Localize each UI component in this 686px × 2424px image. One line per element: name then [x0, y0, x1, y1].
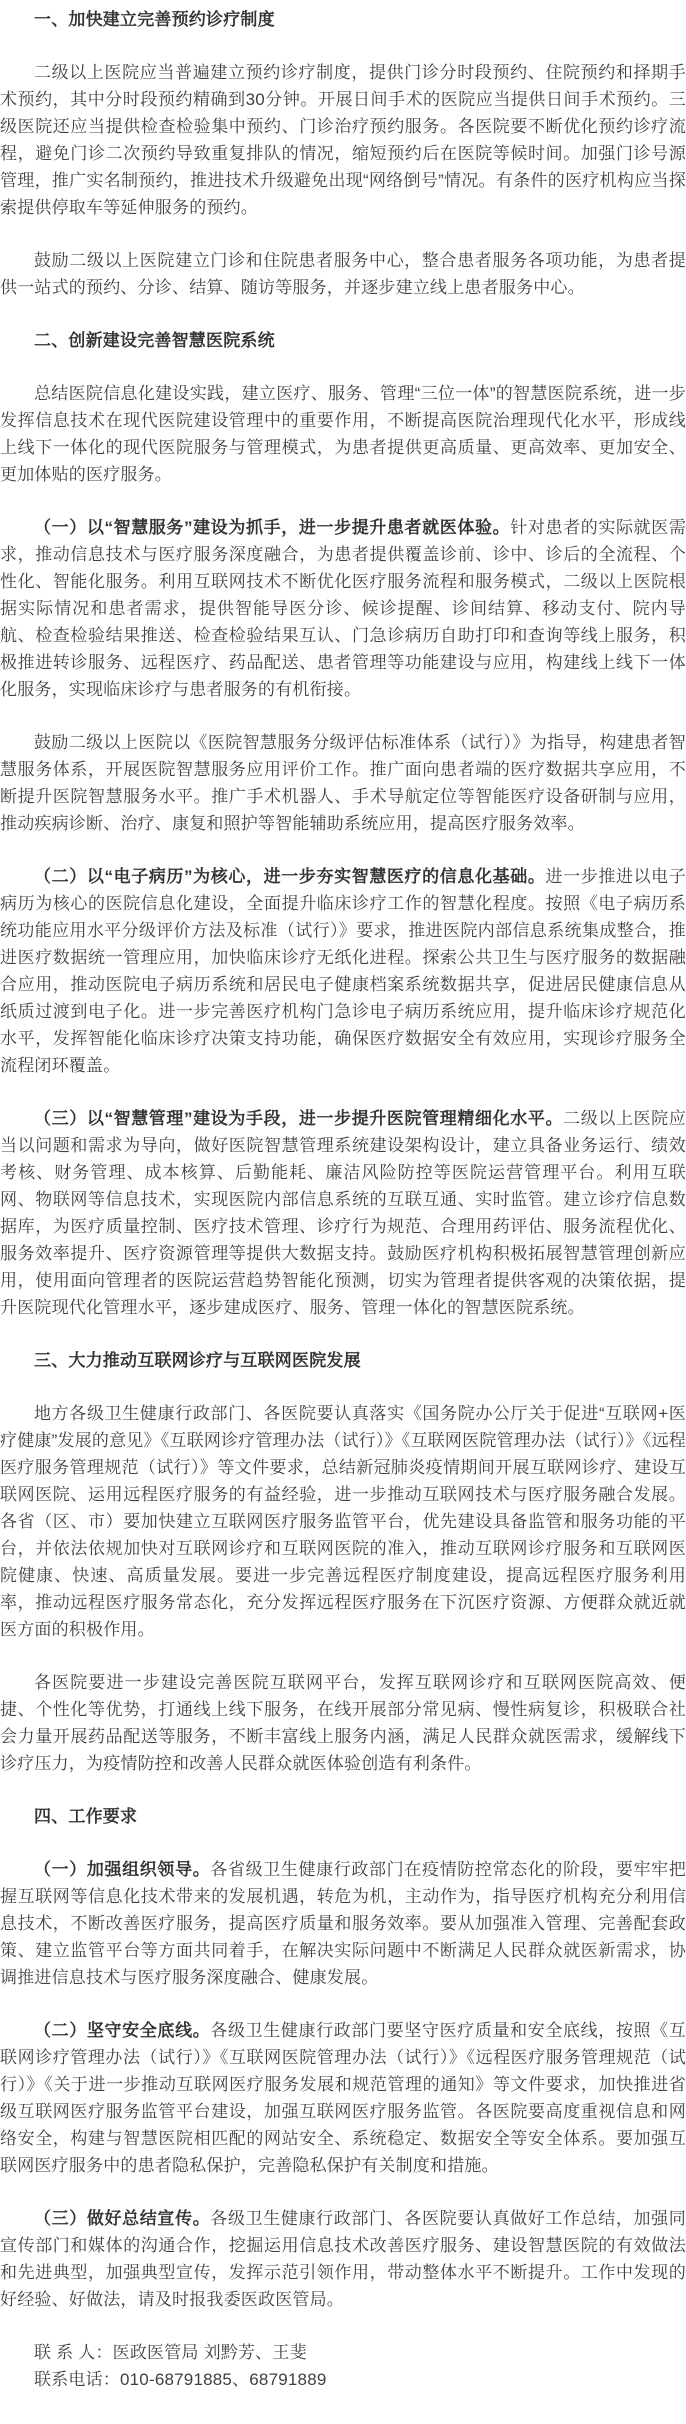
- paragraph-text: 二级以上医院应当普遍建立预约诊疗制度，提供门诊分时段预约、住院预约和择期手术预约，其中分时段预约精确到30分钟。开展日间手术的医院应当提供日间手术预约。三级医院还应当提供检查检验集中预约、门诊治疗预约服务。各医院要不断优化预约诊疗流程，避免门诊二次预约导致重复排队的情况，缩短预约后在医院等候时间。加强门诊号源管理，推广实名制预约，推进技术升级避免出现“网络倒号”情况。有条件的医疗机构应当探索提供停取车等延伸服务的预约。: [0, 63, 686, 217]
- paragraph: [0, 1400, 686, 1643]
- paragraph-text: 针对患者的实际就医需求，推动信息技术与医疗服务深度融合，为患者提供覆盖诊前、诊中、诊后的全流程、个性化、智能化服务。利用互联网技术不断优化医疗服务流程和服务模式，二级以上医院根据实际情况和患者需求，提供智能导医分诊、候诊提醒、诊间结算、移动支付、院内导航、检查检验结果推送、检查检验结果互认、门急诊病历自助打印和查询等线上服务，积极推进转诊服务、远程医疗、药品配送、患者管理等功能建设与应用，构建线上线下一体化服务，实现临床诊疗与患者服务的有机衔接。: [0, 518, 686, 699]
- section-appointment-system: [0, 6, 686, 301]
- paragraph-text: 进一步推进以电子病历为核心的医院信息化建设，全面提升临床诊疗工作的智慧化程度。按照《电子病历系统功能应用水平分级评价方法及标准（试行）》要求，推进医院内部信息系统集成整合，推进医疗数据统一管理应用，加快临床诊疗无纸化进程。探索公共卫生与医疗服务的数据融合应用，推动医院电子病历系统和居民电子健康档案系统数据共享，促进居民健康信息从纸质过渡到电子化。进一步完善医疗机构门急诊电子病历系统应用，提升临床诊疗规范化水平，发挥智能化临床诊疗决策支持功能，确保医疗数据安全有效应用，实现诊疗服务全流程闭环覆盖。: [0, 867, 686, 1075]
- section-heading: 四、工作要求: [34, 1807, 138, 1826]
- paragraph-lead: （三）做好总结宣传。: [34, 2209, 211, 2228]
- paragraph: [0, 863, 686, 1079]
- paragraph-text: 二级以上医院应当以问题和需求为导向，做好医院智慧管理系统建设架构设计，建立具备业务运行、绩效考核、财务管理、成本核算、后勤能耗、廉洁风险防控等医院运营管理平台。利用互联网、物联网等信息技术，实现医院内部信息系统的互联互通、实时监管。建立诊疗信息数据库，为医疗质量控制、医疗技术管理、诊疗行为规范、合理用药评估、服务流程优化、服务效率提升、医疗资源管理等提供大数据支持。鼓励医疗机构积极拓展智慧管理创新应用，使用面向管理者的医院运营趋势智能化预测，切实为管理者提供客观的决策依据，提升医院现代化管理水平，逐步建成医疗、服务、管理一体化的智慧医院系统。: [0, 1109, 686, 1317]
- section-work-requirements: [0, 1803, 686, 2313]
- paragraph-text: 各级卫生健康行政部门要坚守医疗质量和安全底线，按照《互联网诊疗管理办法（试行）》《互联网医院管理办法（试行）》《远程医疗服务管理规范（试行）》《关于进一步推动互联网医疗服务发展和规范管理的通知》等文件要求，加快推进省级互联网医疗服务监管平台建设，加强互联网医疗服务监管。各医院要高度重视信息和网络安全，构建与智慧医院相匹配的网站安全、系统稳定、数据安全等安全体系。要加强互联网医疗服务中的患者隐私保护，完善隐私保护有关制度和措施。: [0, 2021, 686, 2175]
- paragraph-text: 各省级卫生健康行政部门在疫情防控常态化的阶段，要牢牢把握互联网等信息化技术带来的发展机遇，转危为机，主动作为，指导医疗机构充分利用信息技术，不断改善医疗服务，提高医疗质量和服务效率。要从加强准入管理、完善配套政策、建立监管平台等方面共同着手，在解决实际问题中不断满足人民群众就医新需求，协调推进信息技术与医疗服务深度融合、健康发展。: [0, 1860, 686, 1987]
- paragraph-text: 各医院要进一步建设完善医院互联网平台，发挥互联网诊疗和互联网医院高效、便捷、个性化等优势，打通线上线下服务，在线开展部分常见病、慢性病复诊，积极联合社会力量开展药品配送等服务，不断丰富线上服务内涵，满足人民群众就医需求，缓解线下诊疗压力，为疫情防控和改善人民群众就医体验创造有利条件。: [0, 1673, 686, 1773]
- paragraph-lead: （三）以“智慧管理”建设为手段，进一步提升医院管理精细化水平。: [34, 1109, 564, 1128]
- contact-phone-value: 010-68791885、68791889: [120, 2370, 327, 2389]
- contact-person: [0, 2339, 686, 2366]
- section-internet-healthcare: [0, 1347, 686, 1777]
- contact-person-label: 联 系 人：: [34, 2343, 113, 2362]
- paragraph: [0, 1856, 686, 1991]
- contact-phone-label: 联系电话：: [34, 2370, 120, 2389]
- contact-phone: [0, 2366, 686, 2393]
- section-heading: 三、大力推动互联网诊疗与互联网医院发展: [34, 1351, 361, 1370]
- paragraph: [0, 514, 686, 703]
- paragraph: [0, 1105, 686, 1321]
- paragraph-text: 鼓励二级以上医院以《医院智慧服务分级评估标准体系（试行）》为指导，构建患者智慧服务体系，开展医院智慧服务应用评价工作。推广面向患者端的医疗数据共享应用，不断提升医院智慧服务水平。推广手术机器人、手术导航定位等智能医疗设备研制与应用，推动疾病诊断、治疗、康复和照护等智能辅助系统应用，提高医疗服务效率。: [0, 733, 686, 833]
- paragraph-text: 鼓励二级以上医院建立门诊和住院患者服务中心，整合患者服务各项功能，为患者提供一站式的预约、分诊、结算、随访等服务，并逐步建立线上患者服务中心。: [0, 251, 686, 297]
- paragraph: [0, 729, 686, 837]
- contact-info: [0, 2339, 686, 2393]
- paragraph: [0, 2017, 686, 2179]
- contact-person-value: 医政医管局 刘黔芳、王斐: [112, 2343, 307, 2362]
- paragraph: [0, 247, 686, 301]
- paragraph-lead: （一）加强组织领导。: [34, 1860, 211, 1879]
- paragraph: [0, 1669, 686, 1777]
- paragraph-lead: （二）以“电子病历”为核心，进一步夯实智慧医疗的信息化基础。: [34, 867, 546, 886]
- paragraph-lead: （一）以“智慧服务”建设为抓手，进一步提升患者就医体验。: [34, 518, 511, 537]
- paragraph: [0, 59, 686, 221]
- paragraph-text: 地方各级卫生健康行政部门、各医院要认真落实《国务院办公厅关于促进“互联网+医疗健康”发展的意见》《互联网诊疗管理办法（试行）》《互联网医院管理办法（试行）》《远程医疗服务管理规范（试行）》等文件要求，总结新冠肺炎疫情期间开展互联网诊疗、建设互联网医院、运用远程医疗服务的有益经验，进一步推动互联网技术与医疗服务融合发展。各省（区、市）要加快建立互联网医疗服务监管平台，优先建设具备监管和服务功能的平台，并依法依规加快对互联网诊疗和互联网医院的准入，推动互联网诊疗服务和互联网医院健康、快速、高质量发展。要进一步完善远程医疗制度建设，提高远程医疗服务利用率，推动远程医疗服务常态化，充分发挥远程医疗服务在下沉医疗资源、方便群众就近就医方面的积极作用。: [0, 1404, 686, 1639]
- paragraph: [0, 380, 686, 488]
- paragraph-text: 总结医院信息化建设实践，建立医疗、服务、管理“三位一体”的智慧医院系统，进一步发挥信息技术在现代医院建设管理中的重要作用，不断提高医院治理现代化水平，形成线上线下一体化的现代医院服务与管理模式，为患者提供更高质量、更高效率、更加安全、更加体贴的医疗服务。: [0, 384, 686, 484]
- paragraph-lead: （二）坚守安全底线。: [34, 2021, 211, 2040]
- paragraph: [0, 2205, 686, 2313]
- section-heading: 一、加快建立完善预约诊疗制度: [34, 10, 275, 29]
- section-heading: 二、创新建设完善智慧医院系统: [34, 331, 275, 350]
- paragraph-text: 各级卫生健康行政部门、各医院要认真做好工作总结，加强同宣传部门和媒体的沟通合作，挖掘运用信息技术改善医疗服务、建设智慧医院的有效做法和先进典型，加强典型宣传，发挥示范引领作用，带动整体水平不断提升。工作中发现的好经验、好做法，请及时报我委医政医管局。: [0, 2209, 686, 2309]
- section-smart-hospital: [0, 327, 686, 1321]
